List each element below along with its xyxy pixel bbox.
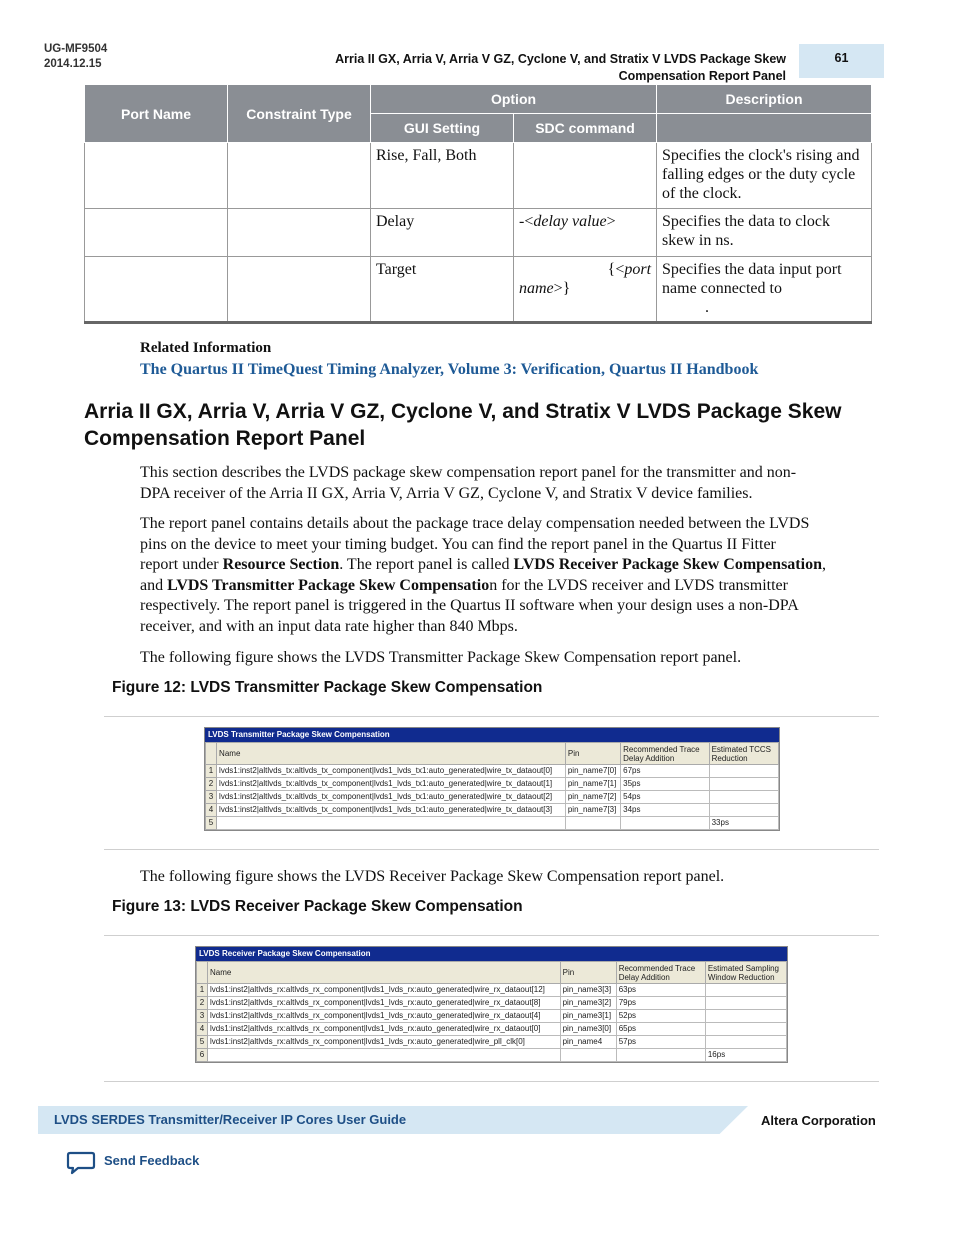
rx-skew-report-panel [195,946,788,1063]
name-cell: lvds1:inst2|altlvds_rx:altlvds_rx_component|lvds1_lvds_rx:auto_generated|wire_rx_dataout[0] [208,1023,561,1036]
bold-term: LVDS Receiver Package Skew Compensation [513,556,822,573]
header-gui-setting: GUI Setting [371,114,514,143]
row-number-header [197,962,208,984]
reduction-cell [705,1010,786,1023]
delay-cell [616,1049,705,1062]
tx-skew-table [205,742,779,830]
text-run: and [140,576,168,594]
text-line: pins on the device to meet your timing budget. You can find the report panel in the Quartus II Fitter [140,535,776,553]
header-option: Option [371,85,657,114]
name-cell: lvds1:inst2|altlvds_rx:altlvds_rx_component|lvds1_lvds_rx:auto_generated|wire_rx_dataout[4] [208,1010,561,1023]
col-reduction[interactable]: Estimated Sampling Window Reduction [705,962,786,984]
delay-cell: 35ps [621,778,709,791]
table-row[interactable] [206,778,779,791]
row-number: 3 [206,791,217,804]
text-line: The report panel contains details about the package trace delay compensation needed between the LVDS [140,515,810,532]
pin-cell [565,817,620,830]
reduction-cell [705,1036,786,1049]
reduction-cell [709,804,778,817]
sdc-placeholder: name [519,280,554,297]
pin-cell: pin_name7[3] [565,804,620,817]
divider [104,716,879,717]
pin-cell: pin_name3[3] [560,984,616,997]
figure12-caption: Figure 12: LVDS Transmitter Package Skew Compensation [112,679,543,696]
header-description: Description [657,85,872,114]
bold-term: Resource Section [222,556,340,573]
running-header-line2: Compensation Report Panel [618,69,786,83]
section-title [84,398,844,452]
running-header [335,51,786,85]
row-number: 5 [206,817,217,830]
delay-cell: 63ps [616,984,705,997]
name-cell [217,817,566,830]
intro-paragraph [140,463,870,504]
name-cell [208,1049,561,1062]
sdc-placeholder: delay value [533,213,607,230]
table-row[interactable] [197,1023,787,1036]
delay-cell: 54ps [621,791,709,804]
row-number: 5 [197,1036,208,1049]
text-run: n for the LVDS receiver and LVDS transmitter [489,576,788,594]
col-pin[interactable]: Pin [565,743,620,765]
document-id [44,42,107,72]
reduction-cell: 16ps [705,1049,786,1062]
text-line: respectively. The report panel is triggered in the Quartus II software when your design uses a non-DPA [140,597,799,614]
row-number: 2 [197,997,208,1010]
description-cell: Specifies the clock's rising and falling edges or the duty cycle of the clock. [657,143,872,209]
related-info-link[interactable]: The Quartus II TimeQuest Timing Analyzer, Volume 3: Verification, Quartus II Handbook [140,361,759,378]
col-delay[interactable]: Recommended Trace Delay Addition [616,962,705,984]
description-cell: Specifies the data to clock skew in ns. [657,209,872,257]
table-row[interactable] [197,1010,787,1023]
doc-number: UG-MF9504 [44,43,108,55]
table-row[interactable] [197,984,787,997]
text-run: , [821,556,826,573]
gui-setting-cell: Delay [371,209,514,257]
footer-guide-link[interactable]: LVDS SERDES Transmitter/Receiver IP Cores User Guide [54,1112,407,1127]
reduction-cell [705,997,786,1010]
table-row[interactable] [197,1036,787,1049]
send-feedback-link[interactable]: Send Feedback [104,1153,200,1168]
bold-term: LVDS Transmitter Package Skew Compensatio [167,576,490,594]
section-title-line1: Arria II GX, Arria V, Arria V GZ, Cyclone V, and Stratix V LVDS Package Skew [84,400,842,423]
figure12-intro: The following figure shows the LVDS Transmitter Package Skew Compensation report panel. [140,649,742,666]
row-number: 4 [197,1023,208,1036]
running-header-line1: Arria II GX, Arria V, Arria V GZ, Cyclone V, and Stratix V LVDS Package Skew [335,52,786,66]
col-name[interactable]: Name [208,962,561,984]
delay-cell: 65ps [616,1023,705,1036]
description-cell [657,257,872,323]
gui-setting-cell: Target [371,257,514,323]
row-number-header [206,743,217,765]
sdc-cell [514,143,657,209]
col-pin[interactable]: Pin [560,962,616,984]
name-cell: lvds1:inst2|altlvds_rx:altlvds_rx_component|lvds1_lvds_rx:auto_generated|wire_pll_clk[0] [208,1036,561,1049]
row-number: 3 [197,1010,208,1023]
pin-cell: pin_name7[0] [565,765,620,778]
text-line: DPA receiver of the Arria II GX, Arria V, Arria V GZ, Cyclone V, and Stratix V device families. [140,484,753,502]
name-cell: lvds1:inst2|altlvds_rx:altlvds_rx_component|lvds1_lvds_rx:auto_generated|wire_rx_dataout[8] [208,997,561,1010]
name-cell: lvds1:inst2|altlvds_tx:altlvds_tx_component|lvds1_lvds_tx1:auto_generated|wire_tx_dataout[1] [217,778,566,791]
constraint-table [84,84,872,324]
name-cell: lvds1:inst2|altlvds_rx:altlvds_rx_component|lvds1_lvds_rx:auto_generated|wire_rx_dataout[12] [208,984,561,997]
table-row[interactable] [197,997,787,1010]
sdc-line2 [519,279,651,298]
text-run: report under [140,556,223,573]
row-number: 2 [206,778,217,791]
text-line: receiver, and with an input data rate higher than 840 Mbps. [140,617,518,635]
delay-cell: 67ps [621,765,709,778]
row-number: 4 [206,804,217,817]
sdc-cell [514,257,657,323]
panel-title: LVDS Transmitter Package Skew Compensation [205,728,779,742]
rx-skew-table [196,961,787,1062]
table-row [85,257,872,323]
sdc-cell [514,209,657,257]
table-row[interactable] [206,817,779,830]
col-reduction[interactable]: Estimated TCCS Reduction [709,743,778,765]
table-row [85,143,872,209]
reduction-cell [709,791,778,804]
tx-skew-report-panel [204,727,780,831]
pin-cell: pin_name7[1] [565,778,620,791]
delay-cell [621,817,709,830]
speech-bubble-icon[interactable] [66,1151,96,1175]
sdc-suffix: >} [553,280,571,297]
delay-cell: 79ps [616,997,705,1010]
header-port-name: Port Name [85,85,228,143]
pin-cell: pin_name3[1] [560,1010,616,1023]
gui-setting-cell: Rise, Fall, Both [371,143,514,209]
related-info-label: Related Information [140,340,272,356]
sdc-line1 [519,260,651,279]
pin-cell: pin_name3[0] [560,1023,616,1036]
row-number: 1 [206,765,217,778]
header-blank [657,114,872,143]
page-number: 61 [799,44,884,78]
panel-title: LVDS Receiver Package Skew Compensation [196,947,787,961]
table-row[interactable] [197,1049,787,1062]
section-title-line2: Compensation Report Panel [84,427,366,450]
footer-corporation: Altera Corporation [761,1113,876,1128]
sdc-placeholder: port [624,261,652,278]
reduction-cell [709,778,778,791]
sdc-suffix: > [606,213,616,230]
table-row [85,209,872,257]
text-line [140,555,870,576]
figure13-caption: Figure 13: LVDS Receiver Package Skew Compensation [112,898,523,915]
reduction-cell [705,1023,786,1036]
col-name[interactable]: Name [217,743,566,765]
reduction-cell: 33ps [709,817,778,830]
row-number: 1 [197,984,208,997]
table-row[interactable] [206,804,779,817]
figure13-intro: The following figure shows the LVDS Receiver Package Skew Compensation report panel. [140,868,725,885]
delay-cell: 34ps [621,804,709,817]
text-line [140,576,870,597]
divider [104,849,879,850]
pin-cell: pin_name3[2] [560,997,616,1010]
doc-date: 2014.12.15 [44,58,102,70]
table-row[interactable] [206,765,779,778]
pin-cell [560,1049,616,1062]
reduction-cell [705,984,786,997]
name-cell: lvds1:inst2|altlvds_tx:altlvds_tx_component|lvds1_lvds_tx1:auto_generated|wire_tx_dataout[2] [217,791,566,804]
header-sdc-command: SDC command [514,114,657,143]
text-run: . The report panel is called [339,556,514,573]
col-delay[interactable]: Recommended Trace Delay Addition [621,743,709,765]
reduction-cell [709,765,778,778]
pin-cell: pin_name7[2] [565,791,620,804]
header-constraint-type: Constraint Type [228,85,371,143]
divider [104,1081,879,1082]
pin-cell: pin_name4 [560,1036,616,1049]
sdc-prefix: -< [519,213,534,230]
delay-cell: 57ps [616,1036,705,1049]
description-tail: . [705,299,710,316]
delay-cell: 52ps [616,1010,705,1023]
text-line: This section describes the LVDS package skew compensation report panel for the transmitter and non- [140,464,797,481]
sdc-prefix: {< [607,261,625,278]
description-text: Specifies the data input port name connected to [662,261,842,297]
report-paragraph [140,514,870,637]
table-row[interactable] [206,791,779,804]
row-number: 6 [197,1049,208,1062]
name-cell: lvds1:inst2|altlvds_tx:altlvds_tx_component|lvds1_lvds_tx1:auto_generated|wire_tx_dataout[3] [217,804,566,817]
divider [104,935,879,936]
name-cell: lvds1:inst2|altlvds_tx:altlvds_tx_component|lvds1_lvds_tx1:auto_generated|wire_tx_dataout[0] [217,765,566,778]
